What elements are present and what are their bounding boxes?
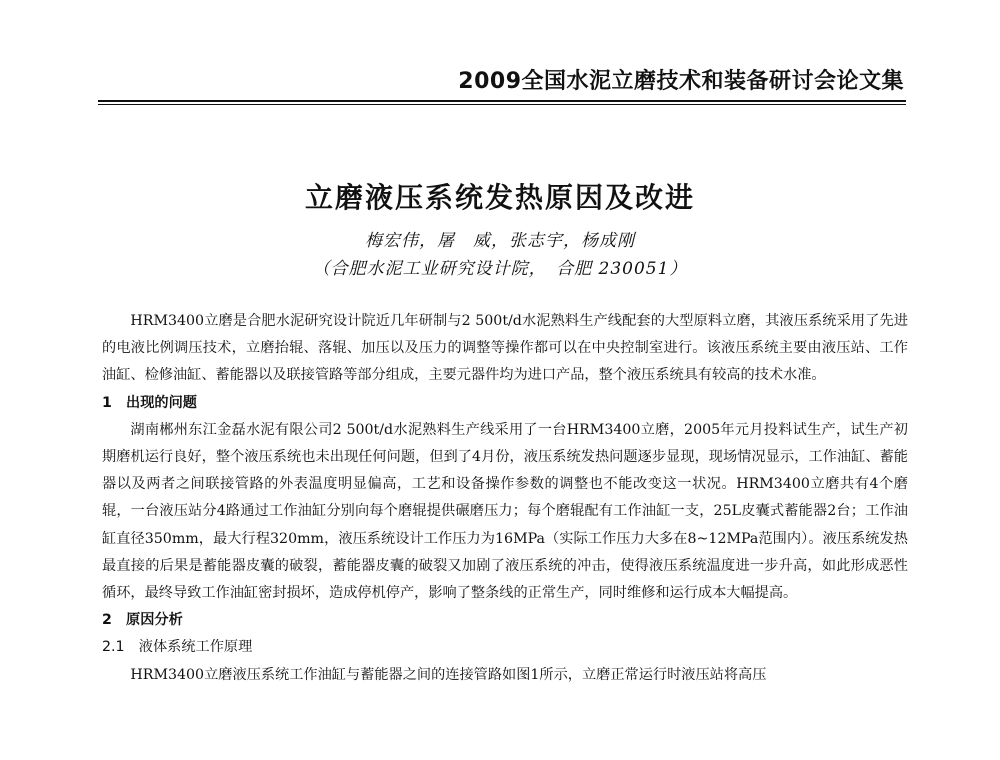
section-2-1-paragraph: HRM3400立磨液压系统工作油缸与蓄能器之间的连接管路如图1所示，立磨正常运行时液压站将高压 bbox=[130, 666, 767, 683]
section-1-paragraph: 湖南郴州东江金磊水泥有限公司2 500t/d水泥熟料生产线采用了一台HRM3400立磨，2005年元月投料试生产，试生产初期磨机运行良好，整个液压系统也未出现任何问题，但到了4月份，液压系统发热问题逐步显现，现场情况显示，工作油缸、蓄能器以及两者之间联接管路的外表温度明显偏高，工艺和设备操作参数的调整也不能改变这一状况。HRM3400立磨共有4个磨辊，一台液压站分4路通过工作油缸分别向每个磨辊提供碾磨压力；每个磨辊配有工作油缸一支，25L皮囊式蓄能器2台；工作油缸直径350mm，最大行程320mm，液压系统设计工作压力为16MPa（实际工作压力大多在8~12MPa范围内）。液压系统发热最直接的后果是蓄能器皮囊的破裂，蓄能器皮囊的破裂又加剧了液压系统的冲击，使得液压系统温度进一步升高，如此形成恶性循环，最终导致工作油缸密封损坏，造成停机停产，影响了整条线的正常生产，同时维修和运行成本大幅提高。 bbox=[102, 421, 908, 602]
paper-body bbox=[102, 308, 908, 689]
paper-title: 立磨液压系统发热原因及改进 bbox=[304, 181, 695, 214]
section-2-1-heading: 2.1 液体系统工作原理 bbox=[102, 639, 253, 656]
section-1-heading: 1 出现的问题 bbox=[102, 394, 197, 411]
paper-authors: 梅宏伟，屠 威，张志宇，杨成刚 bbox=[365, 231, 635, 251]
proceedings-title: 2009全国水泥立磨技术和装备研讨会论文集 bbox=[458, 69, 904, 94]
header-rule bbox=[98, 100, 906, 102]
section-2-heading: 2 原因分析 bbox=[102, 612, 183, 629]
paper-affiliation: （合肥水泥工业研究设计院， 合肥 230051） bbox=[312, 259, 688, 279]
intro-paragraph: HRM3400立磨是合肥水泥研究设计院近几年研制与2 500t/d水泥熟料生产线配套的大型原料立磨，其液压系统采用了先进的电液比例调压技术，立磨抬辊、落辊、加压以及压力的调整等操作都可以在中央控制室进行。该液压系统主要由液压站、工作油缸、检修油缸、蓄能器以及联接管路等部分组成，主要元器件均为进口产品，整个液压系统具有较高的技术水准。 bbox=[102, 313, 908, 384]
header-rule-thin bbox=[98, 104, 906, 105]
